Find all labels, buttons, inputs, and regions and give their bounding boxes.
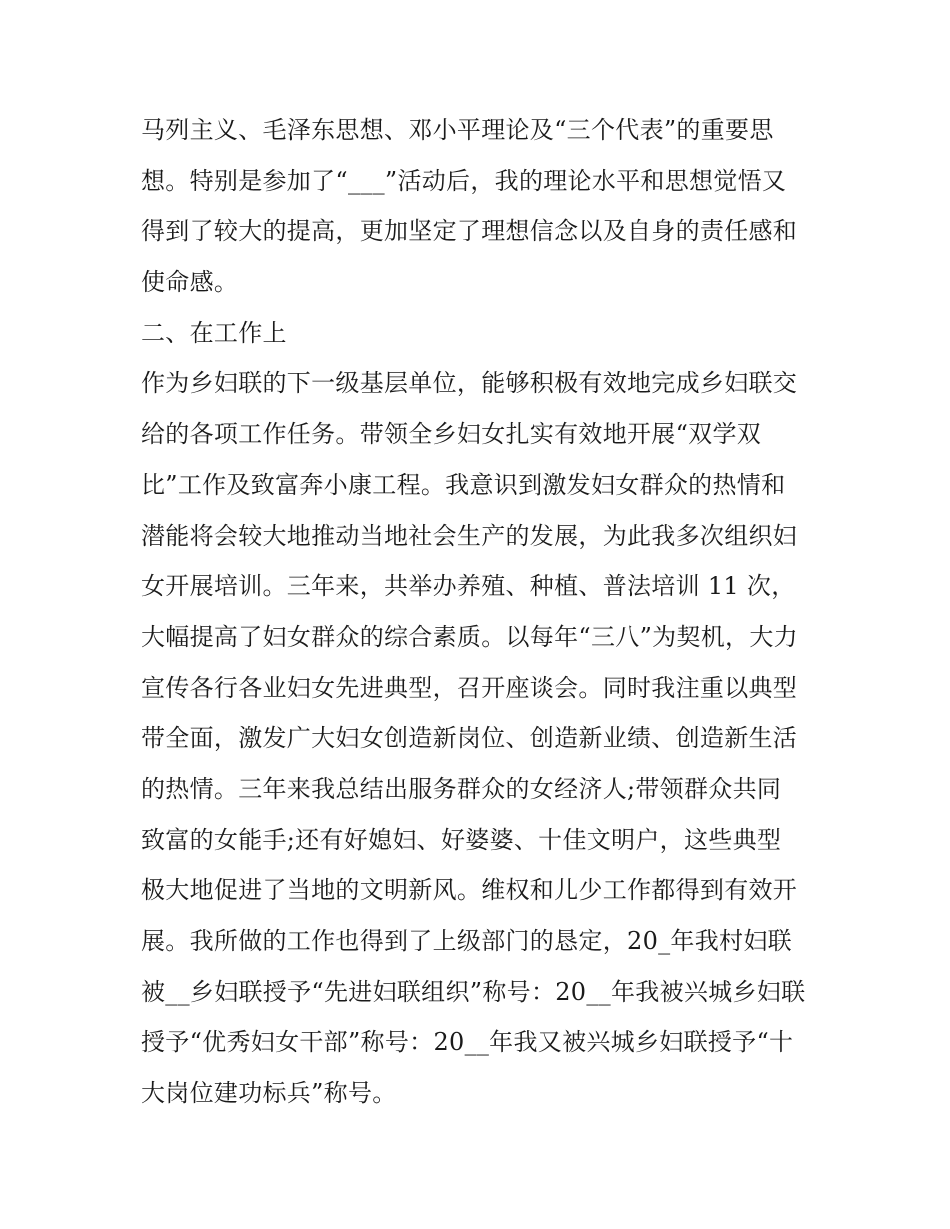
text-line: 作为乡妇联的下一级基层单位，能够积极有效地完成乡妇联交 [141,369,798,398]
text-line: 想。特别是参加了“___”活动后，我的理论水平和思想觉悟又 [141,166,787,195]
text-line: 女开展培训。三年来，共举办养殖、种植、普法培训 11 次， [141,572,796,601]
text-line: 宣传各行各业妇女先进典型，召开座谈会。同时我注重以典型 [141,673,798,702]
text-line: 被__乡妇联授予“先进妇联组织”称号：20__年我被兴城乡妇联 [141,977,806,1006]
text-line: 极大地促进了当地的文明新风。维权和儿少工作都得到有效开 [141,876,798,905]
document-body [141,112,821,1126]
text-line: 得到了较大的提高，更加坚定了理想信念以及自身的责任感和 [141,217,798,246]
text-line: 大岗位建功标兵”称号。 [141,1079,397,1108]
text-line: 的热情。三年来我总结出服务群众的女经济人;带领群众共同 [141,774,782,803]
text-line: 潜能将会较大地推动当地社会生产的发展，为此我多次组织妇 [141,521,798,550]
text-line: 给的各项工作任务。带领全乡妇女扎实有效地开展“双学双 [141,420,762,449]
text-line: 使命感。 [141,268,239,297]
text-line: 授予“优秀妇女干部”称号：20__年我又被兴城乡妇联授予“十 [141,1028,794,1057]
text-line: 展。我所做的工作也得到了上级部门的恳定，20_年我村妇联 [141,927,792,955]
text-line: 比”工作及致富奔小康工程。我意识到激发妇女群众的热情和 [141,470,786,499]
text-line: 带全面，激发广大妇女创造新岗位、创造新业绩、创造新生活 [141,724,798,753]
text-line: 致富的女能手;还有好媳妇、好婆婆、十佳文明户，这些典型 [141,825,782,854]
text-line: 马列主义、毛泽东思想、邓小平理论及“三个代表”的重要思 [141,116,774,144]
text-line: 大幅提高了妇女群众的综合素质。以每年“三八”为契机，大力 [141,622,798,651]
section-heading: 二、在工作上 [141,318,287,347]
